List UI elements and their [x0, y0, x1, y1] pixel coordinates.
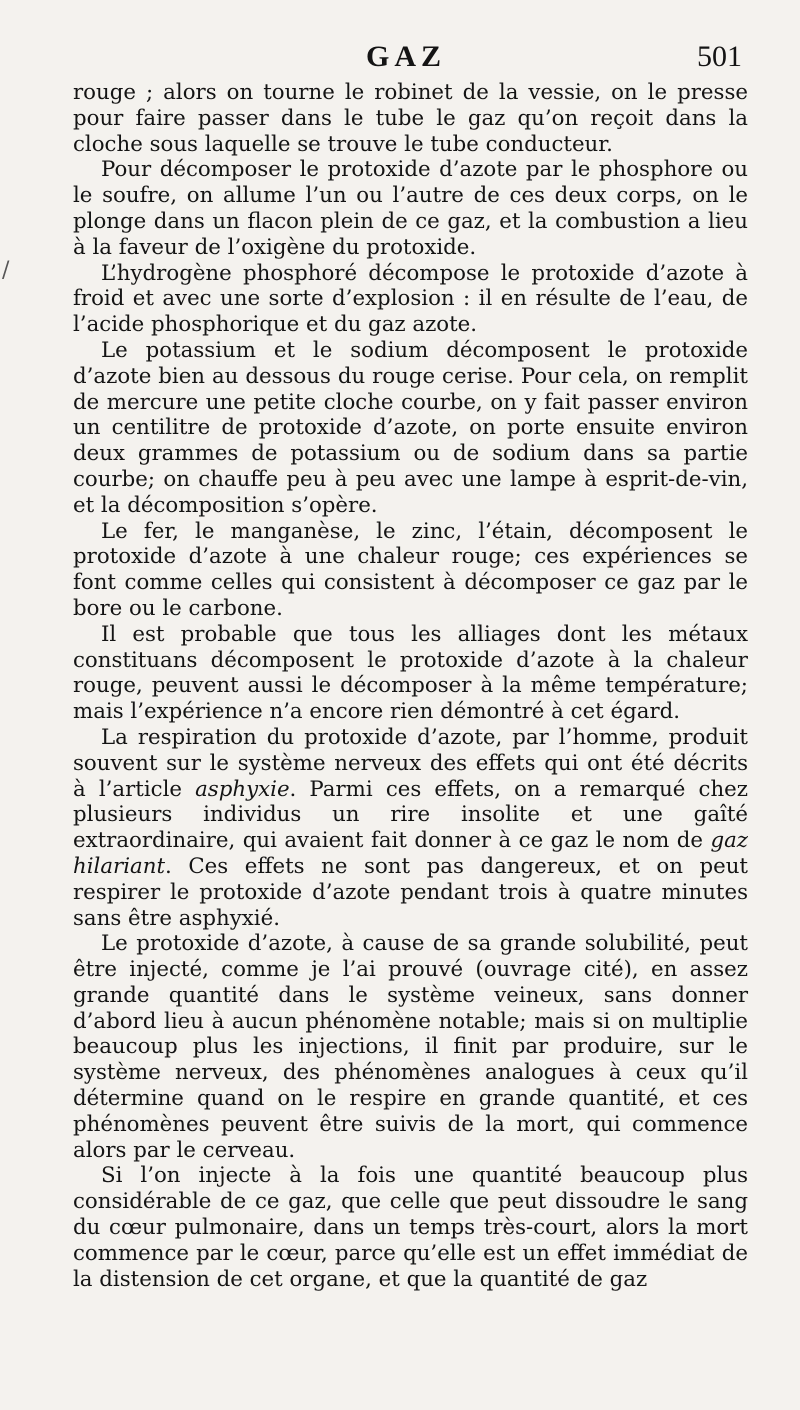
margin-mark: /: [2, 258, 10, 283]
paragraph: Le potassium et le sodium décomposent le protoxide d’azote bien au dessous du rouge cerise. Pour cela, on remplit de mercure une petite cloche courbe, on y fait passer environ un centilitre de protoxide d’azote, on porte ensuite environ deux grammes de potassium ou de sodium dans sa partie courbe; on chauffe peu à peu avec une lampe à esprit-de-vin, et la décomposition s’opère.: [73, 337, 748, 518]
italic-term: gaz hilariant: [73, 828, 748, 879]
running-title: GAZ: [365, 40, 446, 73]
text-run: . Ces effets ne sont pas dangereux, et on peut respirer le protoxide d’azote pendant trois à quatre minutes sans être asphyxié.: [73, 853, 748, 931]
paragraph: Pour décomposer le protoxide d’azote par le phosphore ou le soufre, on allume l’un ou l’autre de ces deux corps, on le plonge dans un flacon plein de ce gaz, et la combustion a lieu à la faveur de l’oxigène du protoxide.: [73, 157, 748, 260]
paragraph: Le fer, le manganèse, le zinc, l’étain, décomposent le protoxide d’azote à une chaleur rouge; ces expériences se font comme celles qui consistent à décomposer ce gaz par le bore ou le carbone.: [73, 518, 748, 621]
page-header: [70, 40, 742, 84]
paragraph: [73, 725, 748, 931]
italic-term: asphyxie: [195, 776, 290, 802]
text-run: La respiration du protoxide d’azote, par l’homme, produit souvent sur le système nerveux des effets qui ont été décrits à l’article: [73, 724, 748, 802]
body-text: [73, 80, 748, 1292]
paragraph: Il est probable que tous les alliages dont les métaux constituans décomposent le protoxide d’azote à la chaleur rouge, peuvent aussi le décomposer à la même température; mais l’expérience n’a encore rien démontré à cet égard.: [73, 621, 748, 725]
page-number: 501: [697, 40, 742, 73]
paragraph: L’hydrogène phosphoré décompose le protoxide d’azote à froid et avec une sorte d’explosion : il en résulte de l’eau, de l’acide phosphorique et du gaz azote.: [73, 260, 748, 338]
text-run: . Parmi ces effets, on a remarqué chez plusieurs individus un rire insolite et une gaîté extraordinaire, qui avaient fait donner à ce gaz le nom de: [73, 776, 748, 854]
paragraph: Le protoxide d’azote, à cause de sa grande solubilité, peut être injecté, comme je l’ai prouvé (ouvrage cité), en assez grande quantité dans le système veineux, sans donner d’abord lieu à aucun phénomène notable; mais si on multiplie beaucoup plus les injections, il finit par produire, sur le système nerveux, des phénomènes analogues à ceux qu’il détermine quand on le respire en grande quantité, et ces phénomènes peuvent être suivis de la mort, qui commence alors par le cerveau.: [73, 931, 748, 1163]
paragraph: rouge ; alors on tourne le robinet de la vessie, on le presse pour faire passer dans le tube le gaz qu’on reçoit dans la cloche sous laquelle se trouve le tube conducteur.: [73, 80, 748, 157]
paragraph: Si l’on injecte à la fois une quantité beaucoup plus considérable de ce gaz, que celle que peut dissoudre le sang du cœur pulmonaire, dans un temps très-court, alors la mort commence par le cœur, parce qu’elle est un effet immédiat de la distension de cet organe, et que la quantité de gaz: [73, 1163, 748, 1292]
